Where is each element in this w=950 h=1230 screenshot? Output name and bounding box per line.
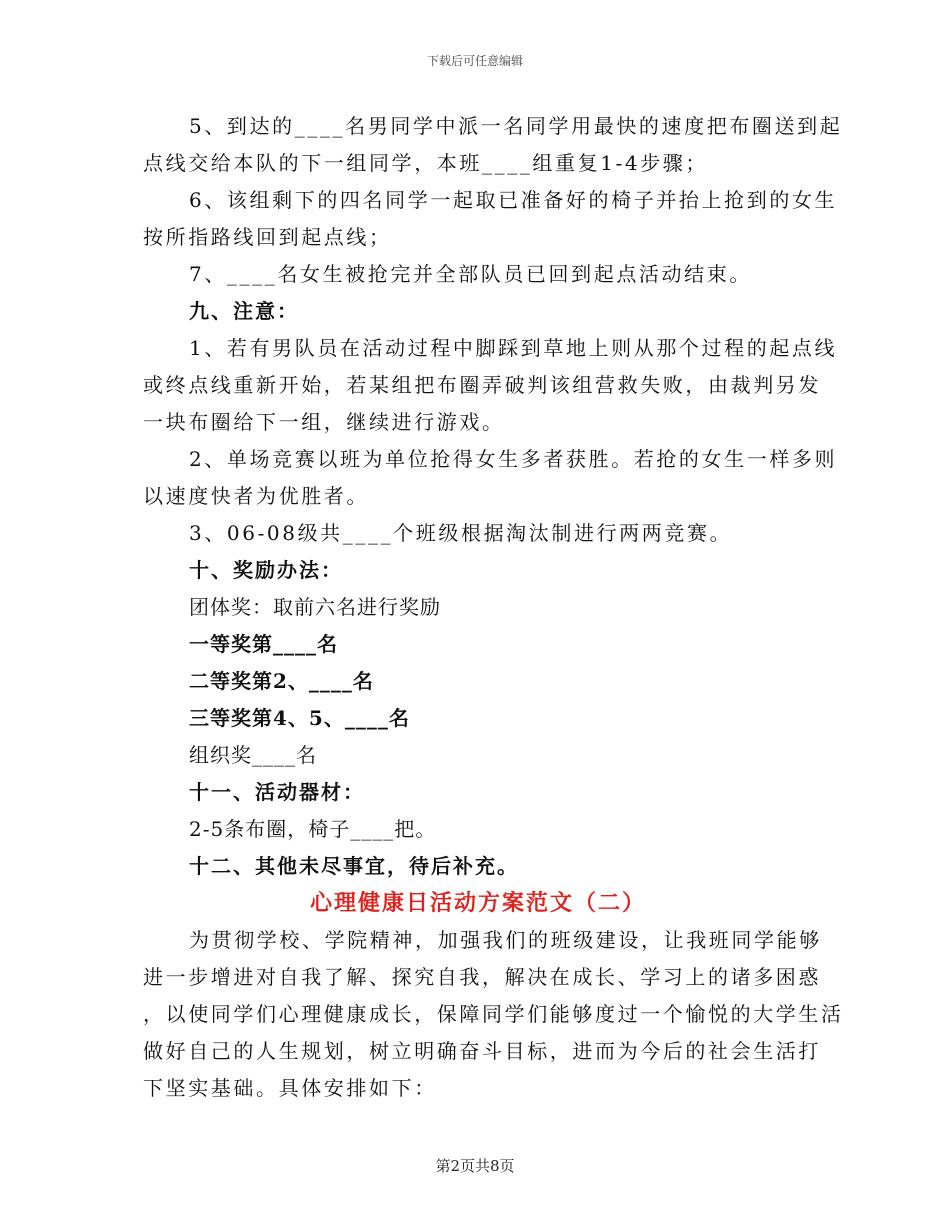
section-10-heading: 十、奖励办法： <box>189 558 343 582</box>
third-prize: 三等奖第4、5、____名 <box>189 706 410 730</box>
note-3-line-1: 3、06-08级共____个班级根据淘汰制进行两两竞赛。 <box>189 521 733 545</box>
step-5-line-1: 5、到达的____名男同学中派一名同学用最快的速度把布圈送到起 <box>189 114 843 138</box>
equipment-text: 2-5条布圈，椅子____把。 <box>189 817 437 841</box>
note-1-line-3: 一块布圈给下一组，继续进行游戏。 <box>143 410 505 434</box>
team-award: 团体奖：取前六名进行奖励 <box>189 595 441 619</box>
note-2-line-1: 2、单场竞赛以班为单位抢得女生多者获胜。若抢的女生一样多则 <box>189 447 838 471</box>
organization-award: 组织奖____名 <box>189 743 317 767</box>
first-prize: 一等奖第____名 <box>189 632 338 656</box>
note-1-line-1: 1、若有男队员在活动过程中脚踩到草地上则从那个过程的起点线 <box>189 336 838 360</box>
page-footer: 第2页共8页 <box>435 1157 515 1175</box>
page-header: 下载后可任意编辑 <box>426 54 523 68</box>
step-7-line-1: 7、____名女生被抢完并全部队员已回到起点活动结束。 <box>189 262 752 286</box>
part-2-line-4: 做好自己的人生规划，树立明确奋斗目标，进而为今后的社会生活打 <box>143 1039 821 1063</box>
step-5-line-2: 点线交给本队的下一组同学，本班____组重复1-4步骤； <box>143 151 709 175</box>
part-2-line-3: ，以使同学们心理健康成长，保障同学们能够度过一个愉悦的大学生活 <box>143 1002 844 1026</box>
part-2-title: 心理健康日活动方案范文（二） <box>309 890 646 916</box>
section-9-heading: 九、注意： <box>189 299 299 323</box>
part-2-line-2: 进一步增进对自我了解、探究自我，解决在成长、学习上的诸多困惑 <box>143 965 821 989</box>
section-11-heading: 十一、活动器材： <box>189 780 365 804</box>
part-2-line-1: 为贯彻学校、学院精神，加强我们的班级建设，让我班同学能够 <box>189 928 822 952</box>
part-2-line-5: 下坚实基础。具体安排如下： <box>143 1076 437 1100</box>
second-prize: 二等奖第2、____名 <box>189 669 374 693</box>
step-6-line-2: 按所指路线回到起点线； <box>143 225 392 249</box>
note-2-line-2: 以速度快者为优胜者。 <box>143 484 369 508</box>
document-body <box>143 108 844 1107</box>
note-1-line-2: 或终点线重新开始，若某组把布圈弄破判该组营救失败，由裁判另发 <box>143 373 821 397</box>
section-12-heading: 十二、其他未尽事宜，待后补充。 <box>189 854 519 878</box>
step-6-line-1: 6、该组剩下的四名同学一起取已准备好的椅子并抬上抢到的女生 <box>189 188 838 212</box>
